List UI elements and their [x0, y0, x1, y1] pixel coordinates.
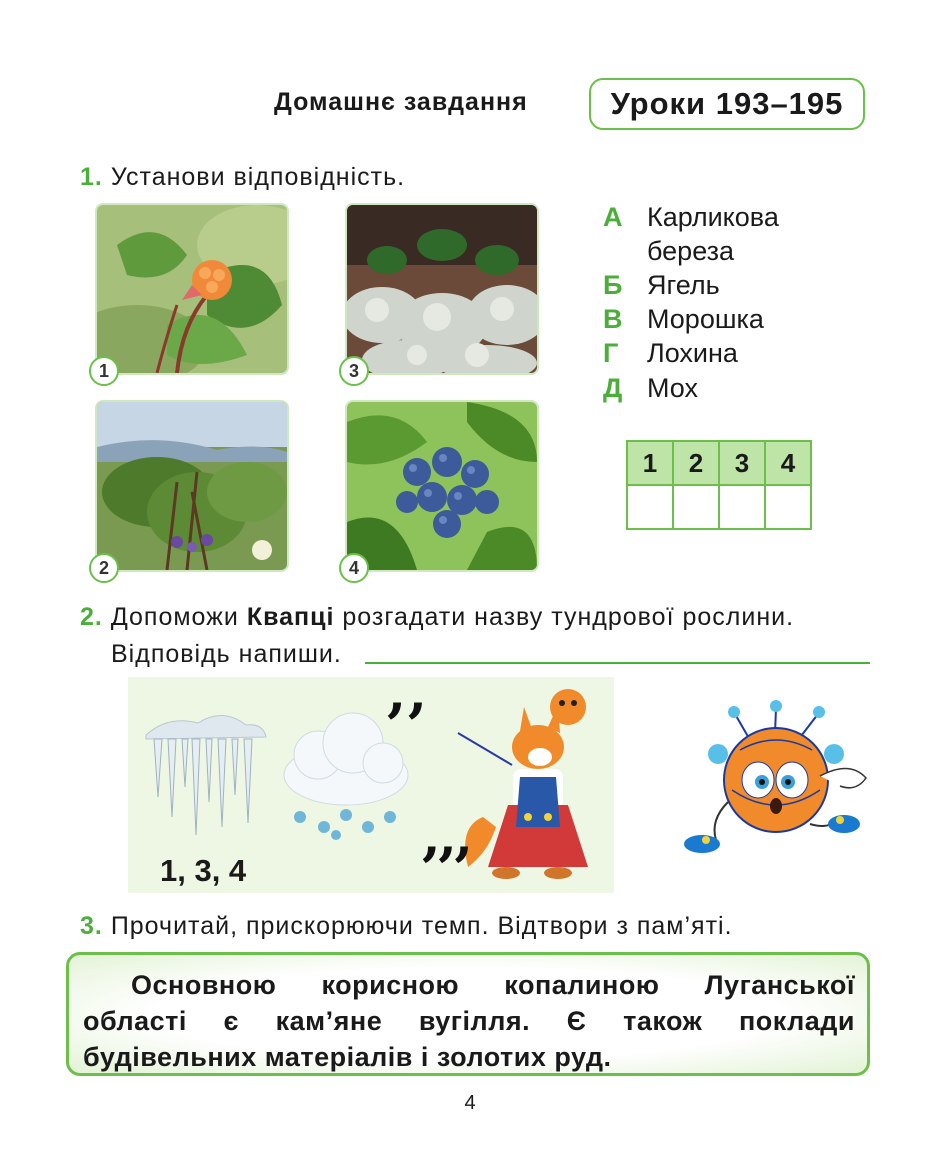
photo-cloudberry: [97, 205, 287, 373]
photo-badge-2: 2: [89, 553, 119, 583]
cloudberry-image: [97, 205, 287, 373]
option-d-text: Лохина: [647, 338, 738, 368]
photo-dwarf-birch: [97, 402, 287, 570]
dwarf-birch-image: [97, 402, 287, 570]
task3-number: 3.: [80, 912, 103, 940]
lessons-badge: [589, 78, 865, 130]
answer-input-cell[interactable]: [627, 485, 673, 529]
snow-cloud-icon: [284, 713, 408, 840]
rebus-numbers: 1, 3, 4: [160, 853, 247, 888]
photo-badge-4: 4: [339, 553, 369, 583]
blueberry-image: [347, 402, 537, 570]
reading-line-1: Основною корисною копалиною Луганської: [131, 970, 855, 1000]
lessons-label: Уроки 193–195: [610, 86, 844, 121]
reading-line-3: будівельних матеріалів і золотих руд.: [83, 1042, 612, 1072]
fox-character-icon: [458, 689, 588, 879]
option-d-letter: Г: [603, 338, 619, 368]
option-b-text: Ягель: [647, 270, 720, 300]
answer-input-cell[interactable]: [719, 485, 765, 529]
page-number: 4: [464, 1092, 476, 1114]
task2-answer-prompt: Відповідь напиши.: [111, 640, 342, 668]
answer-header-cell: 3: [719, 441, 765, 485]
option-a-text-2: береза: [647, 236, 735, 266]
task2-text-before: Допоможи: [110, 603, 247, 631]
answer-input-cell[interactable]: [673, 485, 719, 529]
task3-heading: [80, 912, 733, 941]
option-e-text: Мох: [647, 373, 699, 403]
task2-text-after: розгадати назву тундрової рослини.: [334, 603, 795, 631]
kvapka-mascot-icon: [680, 700, 872, 862]
option-a-letter: А: [603, 202, 623, 232]
answer-table: [626, 440, 812, 530]
option-c-letter: В: [603, 304, 623, 334]
photo-badge-1: 1: [89, 356, 119, 386]
photo-reindeer-lichen: [347, 205, 537, 373]
task2-heading: [80, 603, 794, 632]
option-e: [603, 371, 698, 405]
option-b-letter: Б: [603, 270, 623, 300]
answer-input-cell[interactable]: [765, 485, 811, 529]
rebus-quote-bottom: ’’’: [420, 835, 469, 903]
photo-blueberry: [347, 402, 537, 570]
task1-text: Установи відповідність.: [110, 163, 406, 191]
answer-header-cell: 2: [673, 441, 719, 485]
reindeer-lichen-image: [347, 205, 537, 373]
answer-table-header-row: [627, 441, 811, 485]
answer-header-cell: 4: [765, 441, 811, 485]
option-c-text: Морошка: [647, 304, 764, 334]
photo-badge-3: 3: [339, 356, 369, 386]
option-b: [603, 268, 720, 302]
answer-write-line[interactable]: [365, 662, 870, 664]
answer-table-input-row: [627, 485, 811, 529]
task2-number: 2.: [80, 603, 103, 631]
option-c: [603, 302, 764, 336]
rebus-quote-top: ‚‚: [386, 657, 428, 727]
task2-name: Квапці: [246, 603, 335, 631]
homework-title: Домашнє завдання: [274, 88, 528, 116]
option-d: [603, 336, 738, 370]
task3-text: Прочитай, прискорюючи темп. Відтвори з пам’яті.: [110, 912, 733, 940]
option-e-letter: Д: [603, 373, 623, 403]
option-a: [603, 200, 779, 268]
answer-header-cell: 1: [627, 441, 673, 485]
task1-number: 1.: [80, 163, 103, 191]
icicles-icon: [146, 715, 266, 835]
task1-heading: [80, 163, 405, 192]
option-a-text-1: Карликова: [647, 202, 779, 232]
reading-line-2: області є кам’яне вугілля. Є також поклади: [83, 1006, 855, 1036]
reading-text-box: [66, 952, 870, 1076]
